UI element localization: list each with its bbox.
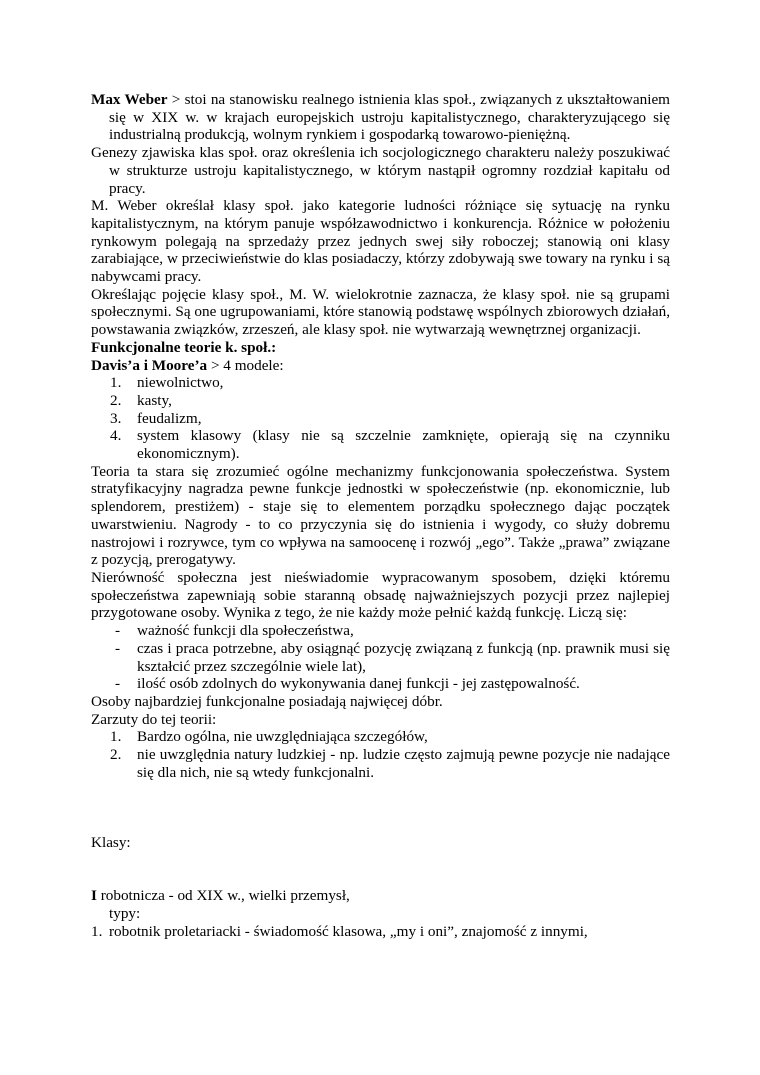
paragraph-objections-label: Zarzuty do tej teorii: bbox=[91, 710, 217, 728]
list-number: 4. bbox=[110, 427, 122, 445]
list-text: czas i praca potrzebne, aby osiągnąć pozycję związaną z funkcją (np. prawnik musi się kształcić przez szczególnie wiele lat), bbox=[137, 639, 670, 675]
paragraph-weber-definition: M. Weber określał klasy społ. jako kategorie ludności różniące się sytuację na rynku kapitalistycznym, na którym panuje współzawodnictwo i konkurencja. Różnice w położeniu rynkowym polegają na sprzedaży przez jednych swej siły roboczej; stanowią oni klasy zarabiające, w przeciwieństwie do klas posiadaczy, którzy zdobywają swe towary na rynku i są nabywcami pracy. bbox=[91, 197, 670, 286]
list-text: Bardzo ogólna, nie uwzględniająca szczegółów, bbox=[137, 728, 428, 746]
paragraph-working-class bbox=[91, 887, 670, 905]
paragraph-genesis: Genezy zjawiska klas społ. oraz określenia ich socjologicznego charakteru należy poszukiwać w strukturze ustroju kapitalistycznego, w którym nastąpił ogromny rozdział kapitału od pracy. bbox=[91, 144, 670, 197]
class-numeral: I bbox=[91, 887, 97, 905]
models-list bbox=[91, 374, 670, 463]
list-item bbox=[91, 640, 670, 675]
spacer bbox=[91, 852, 670, 887]
weber-text: > stoi na stanowisku realnego istnienia klas społ., związanych z ukształtowaniem się w XIX w. w krajach europejskich ustroju kapitalistycznego, charakteryzującego się industrialną produkcją, wolnym rynkiem i gospodarką towarowo-pieniężną. bbox=[109, 91, 670, 144]
list-item bbox=[91, 675, 670, 693]
list-text: feudalizm, bbox=[137, 409, 202, 427]
list-item bbox=[91, 622, 670, 640]
list-dash: - bbox=[115, 622, 121, 640]
spacer bbox=[91, 781, 670, 834]
list-item bbox=[91, 410, 670, 428]
list-item bbox=[91, 392, 670, 410]
weber-name: Max Weber bbox=[91, 91, 168, 108]
factors-list bbox=[91, 622, 670, 693]
list-text: nie uwzględnia natury ludzkiej - np. ludzie często zajmują pewne pozycje nie nadające się dla nich, nie są wtedy funkcjonalni. bbox=[137, 746, 670, 781]
list-item bbox=[91, 923, 670, 941]
list-text: robotnik proletariacki - świadomość klasowa, „my i oni”, znajomość z innymi, bbox=[109, 922, 588, 940]
list-item bbox=[91, 746, 670, 781]
list-number: 1. bbox=[110, 728, 122, 746]
list-number: 2. bbox=[110, 391, 122, 409]
list-number: 2. bbox=[110, 746, 122, 764]
paragraph-weber bbox=[91, 91, 670, 144]
paragraph-types-label: typy: bbox=[109, 904, 141, 922]
list-dash: - bbox=[115, 639, 121, 657]
list-item bbox=[91, 427, 670, 462]
document-page bbox=[91, 91, 670, 940]
davis-moore-text: > 4 modele: bbox=[207, 356, 284, 374]
class-text: robotnicza - od XIX w., wielki przemysł, bbox=[96, 887, 350, 905]
list-item bbox=[91, 728, 670, 746]
list-dash: - bbox=[115, 675, 121, 693]
list-number: 3. bbox=[110, 409, 122, 427]
paragraph-most-goods: Osoby najbardziej funkcjonalne posiadają najwięcej dóbr. bbox=[91, 692, 443, 710]
objections-list bbox=[91, 728, 670, 781]
heading-functional-theories: Funkcjonalne teorie k. społ.: bbox=[91, 338, 277, 356]
list-text: ilość osób zdolnych do wykonywania danej funkcji - jej zastępowalność. bbox=[137, 675, 580, 693]
paragraph-class-concept: Określając pojęcie klasy społ., M. W. wielokrotnie zaznacza, że klasy społ. nie są grupami społecznymi. Są one ugrupowaniami, które stanowią podstawę wspólnych zbiorowych działań, powstawania związków, zrzeszeń, ale klasy społ. nie wytwarzają wewnętrznej organizacji. bbox=[91, 285, 670, 339]
list-text: niewolnictwo, bbox=[137, 374, 224, 392]
paragraph-inequality: Nierówność społeczna jest nieświadomie wypracowanym sposobem, dzięki któremu społeczeństwa zapewniają sobie staranną obsadę najważniejszych pozycji przez najlepiej przygotowane osoby. Wynika z tego, że nie każdy może pełnić każdą funkcję. Liczą się: bbox=[91, 568, 670, 622]
list-number: 1. bbox=[91, 922, 103, 940]
davis-moore-line bbox=[91, 357, 670, 375]
list-text: system klasowy (klasy nie są szczelnie zamknięte, opierają się na czynniku ekonomicznym). bbox=[137, 427, 670, 463]
list-number: 1. bbox=[110, 374, 122, 392]
types-list bbox=[91, 923, 670, 941]
list-item bbox=[91, 374, 670, 392]
list-text: kasty, bbox=[137, 391, 172, 409]
davis-moore-name: Davis’a i Moore’a bbox=[91, 356, 208, 374]
list-text: ważność funkcji dla społeczeństwa, bbox=[137, 622, 354, 640]
paragraph-klasy: Klasy: bbox=[91, 834, 131, 852]
paragraph-theory: Teoria ta stara się zrozumieć ogólne mechanizmy funkcjonowania społeczeństwa. System stratyfikacyjny nagradza pewne funkcje jednostki w społeczeństwie (np. ekonomicznie, lub splendorem, prestiżem) - staje się to elementem porządku społecznego dając początek uwarstwieniu. Nagrody - to co przyczynia się do istnienia i wygody, co służy dobremu nastrojowi i rozrywce, tym co wpływa na samoocenę i rozwój „ego”. Także „prawa” związane z pozycją, prerogatywy. bbox=[91, 462, 670, 569]
